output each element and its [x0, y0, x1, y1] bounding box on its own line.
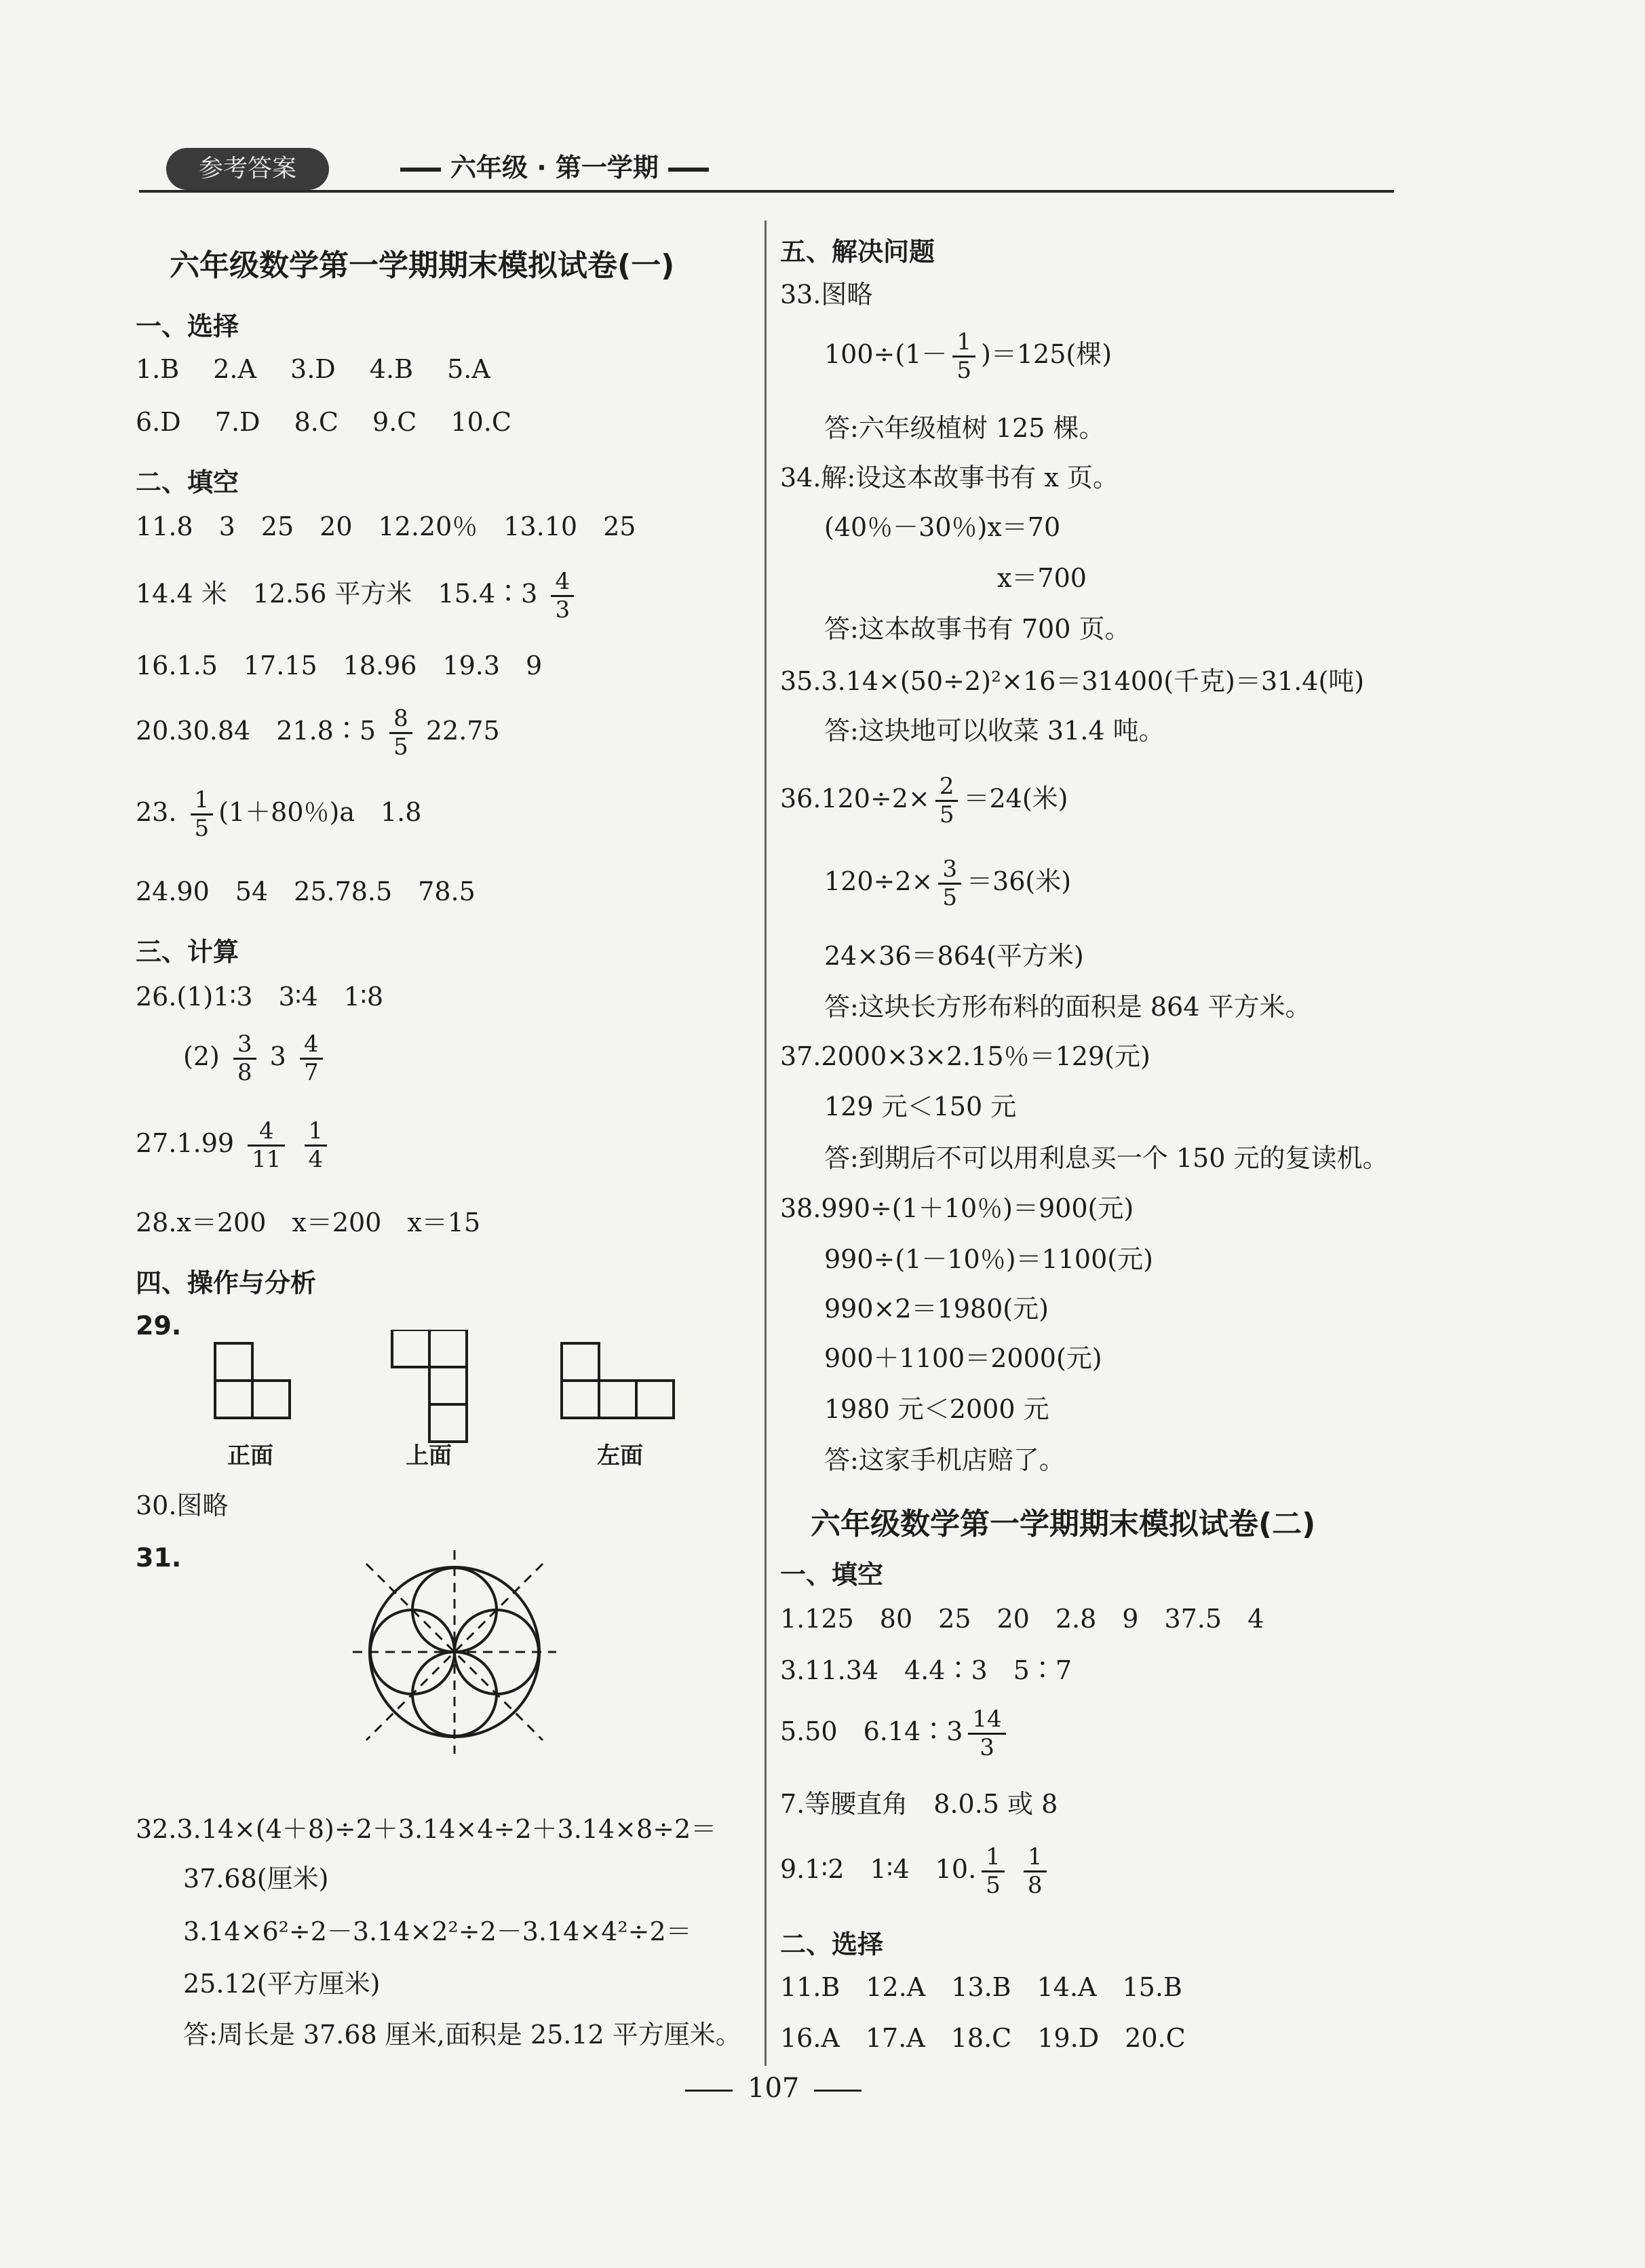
answer-line: 14.4 米 12.56 平方米 15.4∶3 $\frac{4}{3}$	[136, 569, 579, 623]
answer-line: 答:这块长方形布料的面积是 864 平方米。	[824, 992, 1311, 1022]
answer-line: 3.14×6²÷2－3.14×2²÷2－3.14×4²÷2＝	[183, 1917, 692, 1946]
answer-line: 32.3.14×(4＋8)÷2＋3.14×4÷2＋3.14×8÷2＝	[136, 1814, 717, 1844]
exam-title-2: 六年级数学第一学期期末模拟试卷(二)	[811, 1507, 1316, 1541]
fraction: $\frac{1}{5}$	[982, 1844, 1005, 1899]
view-square	[599, 1381, 636, 1418]
view-square	[215, 1381, 252, 1418]
view-square	[392, 1330, 429, 1367]
answer-line: 36.120÷2× $\frac{2}{5}$ ＝24(米)	[780, 773, 1068, 829]
answer-line: 120÷2× $\frac{3}{5}$ ＝36(米)	[824, 856, 1072, 912]
answer-line: 9.1∶2 1∶4 10. $\frac{1}{5}$ $\frac{1}{8}$	[780, 1844, 1052, 1899]
answer-line: 23. $\frac{1}{5}$ (1＋80％)a 1.8	[136, 786, 422, 843]
section-fill: 二、填空	[136, 467, 239, 497]
view-square	[562, 1381, 599, 1418]
fraction: $\frac{2}{5}$	[935, 773, 959, 828]
answer-line: 16.A 17.A 18.C 19.D 20.C	[780, 2023, 1186, 2053]
view-square	[429, 1404, 467, 1442]
answer-line: 900＋1100＝2000(元)	[824, 1343, 1102, 1373]
view-label-front: 正面	[227, 1442, 273, 1469]
answer-line: 25.12(平方厘米)	[183, 1969, 381, 1999]
fraction: $\frac{8}{5}$	[389, 706, 412, 761]
column-divider	[765, 220, 767, 2066]
answer-line: 11.8 3 25 20 12.20％ 13.10 25	[136, 512, 636, 541]
section-solve: 五、解决问题	[780, 237, 935, 267]
answer-line: 37.68(厘米)	[183, 1864, 329, 1894]
answer-line: 28.x＝200 x＝200 x＝15	[136, 1208, 481, 1237]
section-choice-2: 二、选择	[780, 1929, 884, 1959]
fraction: $\frac{4}{11}$	[248, 1118, 285, 1173]
answer-line: 11.B 12.A 13.B 14.A 15.B	[780, 1972, 1182, 2002]
answer-line: 33.图略	[780, 280, 873, 309]
fraction: $\frac{3}{5}$	[938, 856, 961, 911]
view-square	[636, 1381, 674, 1418]
view-square	[429, 1367, 467, 1404]
answer-line: 990×2＝1980(元)	[824, 1294, 1049, 1324]
question-number: 29.	[136, 1311, 182, 1341]
question-number: 31.	[136, 1543, 182, 1573]
answer-line: 38.990÷(1＋10％)＝900(元)	[780, 1193, 1134, 1223]
answer-line: 1980 元＜2000 元	[824, 1394, 1049, 1424]
view-label-top: 上面	[406, 1442, 452, 1469]
answer-line: 37.2000×3×2.15％＝129(元)	[780, 1041, 1150, 1071]
answer-line: 34.解:设这本故事书有 x 页。	[780, 463, 1119, 493]
view-square	[252, 1381, 290, 1418]
section-fill-2: 一、填空	[780, 1560, 884, 1590]
fraction: $\frac{4}{7}$	[300, 1031, 323, 1086]
answer-line: x＝700	[997, 563, 1087, 593]
answer-line: 答:周长是 37.68 厘米,面积是 25.12 平方厘米。	[183, 2020, 741, 2050]
header-rule	[139, 190, 1394, 193]
answer-line: 100÷(1－ $\frac{1}{5}$ )＝125(棵)	[824, 328, 1112, 385]
answer-line: 3.11.34 4.4∶3 5∶7	[780, 1655, 1072, 1685]
answer-line: 答:到期后不可以用利息买一个 150 元的复读机。	[824, 1143, 1389, 1173]
header-badge: 参考答案	[166, 148, 329, 190]
answer-line: 答:这块地可以收菜 31.4 吨。	[824, 716, 1165, 746]
answer-line: 27.1.99 $\frac{4}{11}$ $\frac{1}{4}$	[136, 1118, 332, 1173]
section-choice: 一、选择	[136, 311, 239, 341]
fraction: $\frac{1}{8}$	[1024, 1844, 1047, 1899]
fraction: $\frac{3}{8}$	[233, 1031, 256, 1086]
fraction: $\frac{4}{3}$	[551, 569, 574, 623]
answer-line: (2) $\frac{3}{8}$ 3 $\frac{4}{7}$	[183, 1031, 328, 1086]
view-label-left: 左面	[597, 1442, 643, 1469]
circle-flower-diagram	[353, 1550, 556, 1754]
answer-line: 答:这家手机店赔了。	[824, 1445, 1065, 1475]
answer-line: 1.B 2.A 3.D 4.B 5.A	[136, 354, 490, 384]
fraction: $\frac{14}{3}$	[968, 1706, 1005, 1761]
answer-line: 35.3.14×(50÷2)²×16＝31400(千克)＝31.4(吨)	[780, 666, 1365, 696]
answer-line: 20.30.84 21.8∶5 $\frac{8}{5}$ 22.75	[136, 705, 500, 761]
fraction: $\frac{1}{5}$	[191, 787, 214, 842]
answer-line: (40％－30％)x＝70	[824, 512, 1061, 542]
view-square	[562, 1343, 599, 1381]
fraction: $\frac{1}{4}$	[305, 1118, 328, 1173]
answer-line: 16.1.5 17.15 18.96 19.3 9	[136, 651, 543, 680]
view-square	[429, 1330, 467, 1367]
answer-line: 24×36＝864(平方米)	[824, 941, 1084, 971]
answer-line: 990÷(1－10％)＝1100(元)	[824, 1244, 1153, 1274]
answer-line: 1.125 80 25 20 2.8 9 37.5 4	[780, 1604, 1264, 1634]
answer-line: 答:六年级植树 125 棵。	[824, 413, 1105, 443]
exam-title-1: 六年级数学第一学期期末模拟试卷(一)	[170, 248, 675, 283]
answer-line: 7.等腰直角 8.0.5 或 8	[780, 1789, 1058, 1819]
answer-line: 30.图略	[136, 1491, 229, 1520]
answer-line: 129 元＜150 元	[824, 1092, 1017, 1121]
fraction: $\frac{1}{5}$	[952, 329, 975, 384]
page-number: 107	[685, 2075, 862, 2102]
view-square	[215, 1343, 252, 1381]
section-operation: 四、操作与分析	[136, 1268, 317, 1298]
answer-line: 24.90 54 25.78.5 78.5	[136, 877, 476, 906]
answer-line: 6.D 7.D 8.C 9.C 10.C	[136, 407, 511, 437]
answer-line: 5.50 6.14∶3 $\frac{14}{3}$	[780, 1706, 1011, 1761]
section-calc: 三、计算	[136, 937, 239, 967]
answer-line: 26.(1)1∶3 3∶4 1∶8	[136, 982, 383, 1012]
answer-line: 答:这本故事书有 700 页。	[824, 614, 1131, 644]
header-grade: 六年级 · 第一学期	[400, 155, 709, 180]
